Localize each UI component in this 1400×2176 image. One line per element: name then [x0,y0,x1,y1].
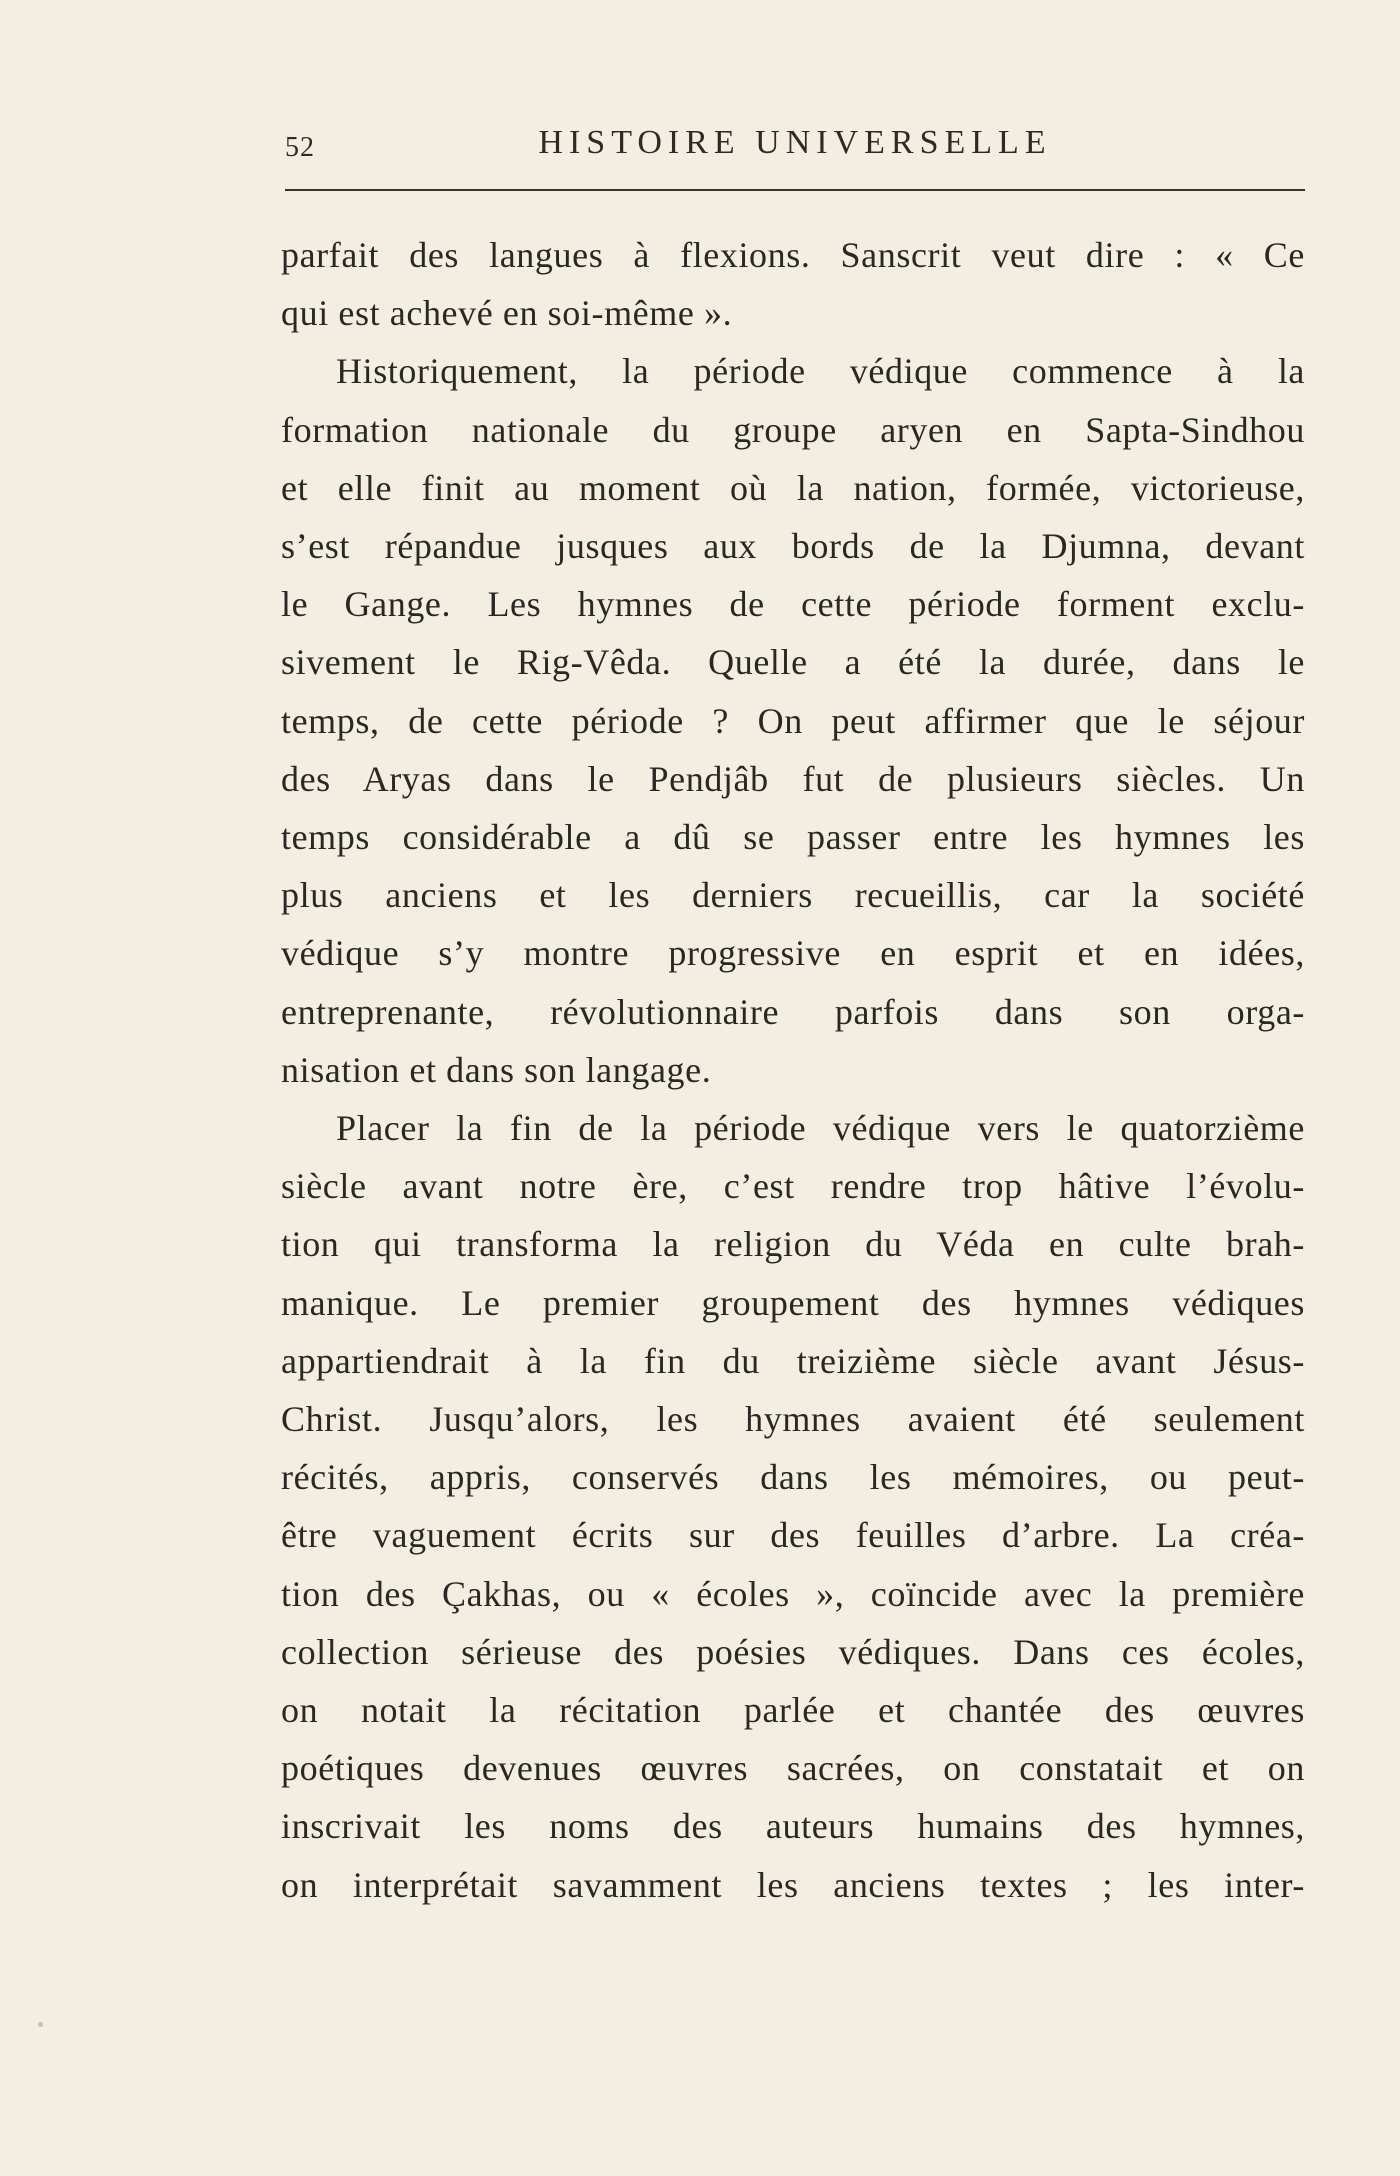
text-line: appartiendrait à la fin du treizième siècle avant Jésus- [281,1340,1305,1381]
page-header [285,120,1305,180]
page-number: 52 [285,132,315,163]
text-line: s’est répandue jusques aux bords de la Djumna, devant [281,526,1305,567]
text-line: récités, appris, conservés dans les mémoires, ou peut- [281,1457,1305,1498]
paragraph-1 [281,226,1305,342]
paragraph-3 [281,1099,1305,1914]
text-line: le Gange. Les hymnes de cette période forment exclu- [281,584,1305,625]
text-line: on notait la récitation parlée et chantée des œuvres [281,1690,1305,1731]
text-line: parfait des langues à flexions. Sanscrit veut dire : « Ce [281,235,1305,275]
text-line: temps considérable a dû se passer entre les hymnes les [281,817,1305,858]
text-line: collection sérieuse des poésies védiques. Dans ces écoles, [281,1631,1305,1672]
text-line: manique. Le premier groupement des hymnes védiques [281,1282,1305,1323]
text-line: être vaguement écrits sur des feuilles d’arbre. La créa- [281,1515,1305,1556]
text-line: entreprenante, révolutionnaire parfois dans son orga- [281,991,1305,1032]
text-line: védique s’y montre progressive en esprit et en idées, [281,933,1305,974]
text-line: poétiques devenues œuvres sacrées, on constatait et on [281,1748,1305,1789]
text-line: Christ. Jusqu’alors, les hymnes avaient été seulement [281,1399,1305,1440]
text-line: Placer la fin de la période védique vers le quatorzième [336,1108,1305,1149]
text-line: sivement le Rig-Vêda. Quelle a été la durée, dans le [281,642,1305,683]
header-rule [285,189,1305,191]
text-line: et elle finit au moment où la nation, formée, victorieuse, [281,467,1305,508]
text-line: formation nationale du groupe aryen en Sapta-Sindhou [281,409,1305,450]
paper-speck [38,2022,43,2027]
text-line: nisation et dans son langage. [281,1049,712,1090]
body-text [281,226,1305,1914]
text-line: Historiquement, la période védique commence à la [336,351,1305,392]
paragraph-2 [281,342,1305,1099]
text-line: tion des Çakhas, ou « écoles », coïncide avec la première [281,1573,1305,1614]
running-title: HISTOIRE UNIVERSELLE [538,124,1052,161]
text-line: des Aryas dans le Pendjâb fut de plusieurs siècles. Un [281,758,1305,799]
text-line: temps, de cette période ? On peut affirmer que le séjour [281,700,1305,741]
text-line: inscrivait les noms des auteurs humains des hymnes, [281,1806,1305,1847]
text-line: qui est achevé en soi-même ». [281,293,733,334]
text-line: siècle avant notre ère, c’est rendre trop hâtive l’évolu- [281,1166,1305,1207]
text-line: tion qui transforma la religion du Véda en culte brah- [281,1224,1305,1265]
text-line: plus anciens et les derniers recueillis, car la société [281,875,1305,916]
text-line: on interprétait savamment les anciens textes ; les inter- [281,1864,1305,1905]
